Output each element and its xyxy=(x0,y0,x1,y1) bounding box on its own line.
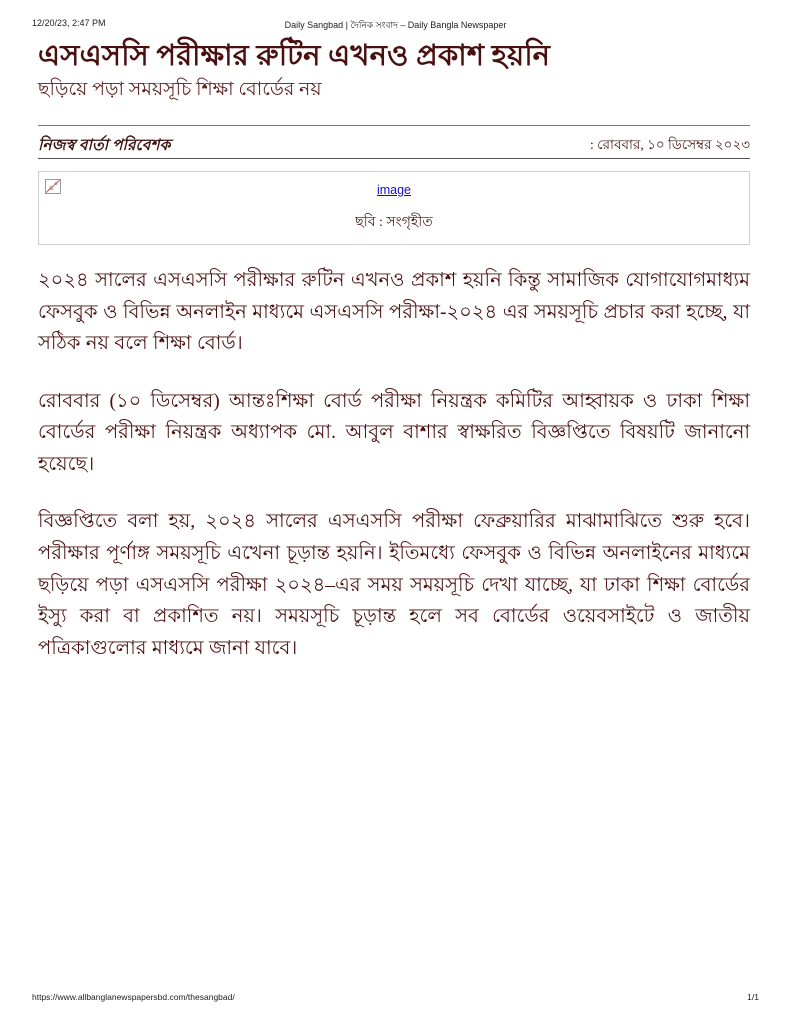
print-footer xyxy=(0,992,791,1006)
page-title: এসএসসি পরীক্ষার রুটিন এখনও প্রকাশ হয়নি xyxy=(38,40,551,72)
broken-image-icon xyxy=(45,179,61,194)
article-paragraph: ২০২৪ সালের এসএসসি পরীক্ষার রুটিন এখনও প্রকাশ হয়নি কিন্তু সামাজিক যোগাযোগমাধ্যম ফেসবুক ও বিভিন্ন অনলাইন মাধ্যমে এসএসসি পরীক্ষা-২০২৪ এর সময়সূচি প্রচার করা হচ্ছে, যা সঠিক নয় বলে শিক্ষা বোর্ড। xyxy=(38,269,750,355)
source-url: https://www.allbanglanewspapersbd.com/thesangbad/ xyxy=(32,992,235,1002)
byline xyxy=(38,133,750,153)
figure-caption: ছবি : সংগৃহীত xyxy=(355,214,433,230)
article xyxy=(38,38,750,664)
byline-divider-top xyxy=(38,125,750,126)
article-body xyxy=(38,265,750,664)
article-subheadline: ছড়িয়ে পড়া সময়সূচি শিক্ষা বোর্ডের নয় xyxy=(38,79,322,101)
page-number: 1/1 xyxy=(747,992,759,1002)
article-paragraph: রোববার (১০ ডিসেম্বর) আন্তঃশিক্ষা বোর্ড পরীক্ষা নিয়ন্ত্রক কমিটির আহ্বায়ক ও ঢাকা শিক্ষা বোর্ডের পরীক্ষা নিয়ন্ত্রক অধ্যাপক মো. আবুল বাশার স্বাক্ষরিত বিজ্ঞপ্তিতে বিষয়টি জানানো হয়েছে। xyxy=(38,390,750,475)
byline-reporter: নিজস্ব বার্তা পরিবেশক xyxy=(38,136,171,154)
site-title: Daily Sangbad | দৈনিক সংবাদ – Daily Bangla Newspaper xyxy=(284,20,507,30)
article-paragraph: বিজ্ঞপ্তিতে বলা হয়, ২০২৪ সালের এসএসসি পরীক্ষা ফেব্রুয়ারির মাঝামাঝিতে শুরু হবে। পরীক্ষার পূর্ণাঙ্গ সময়সূচি এখেনা চূড়ান্ত হয়নি। ইতিমধ্যে ফেসবুক ও বিভিন্ন অনলাইনের মাধ্যমে ছড়িয়ে পড়া এসএসসি পরীক্ষা ২০২৪–এর সময় সময়সূচি দেখা যাচ্ছে, যা ঢাকা শিক্ষা বোর্ডের ইস্যু করা বা প্রকাশিত নয়। সময়সূচি চূড়ান্ত হলে সব বোর্ডের ওয়েবসাইটে ও জাতীয় পত্রিকাগুলোর মাধ্যমে জানা যাবে। xyxy=(38,511,750,659)
image-alt-link[interactable]: image xyxy=(376,182,412,197)
print-header xyxy=(0,18,791,32)
byline-date: : রোববার, ১০ ডিসেম্বর ২০২৩ xyxy=(590,136,750,152)
article-figure xyxy=(38,171,750,245)
print-timestamp: 12/20/23, 2:47 PM xyxy=(32,18,106,28)
